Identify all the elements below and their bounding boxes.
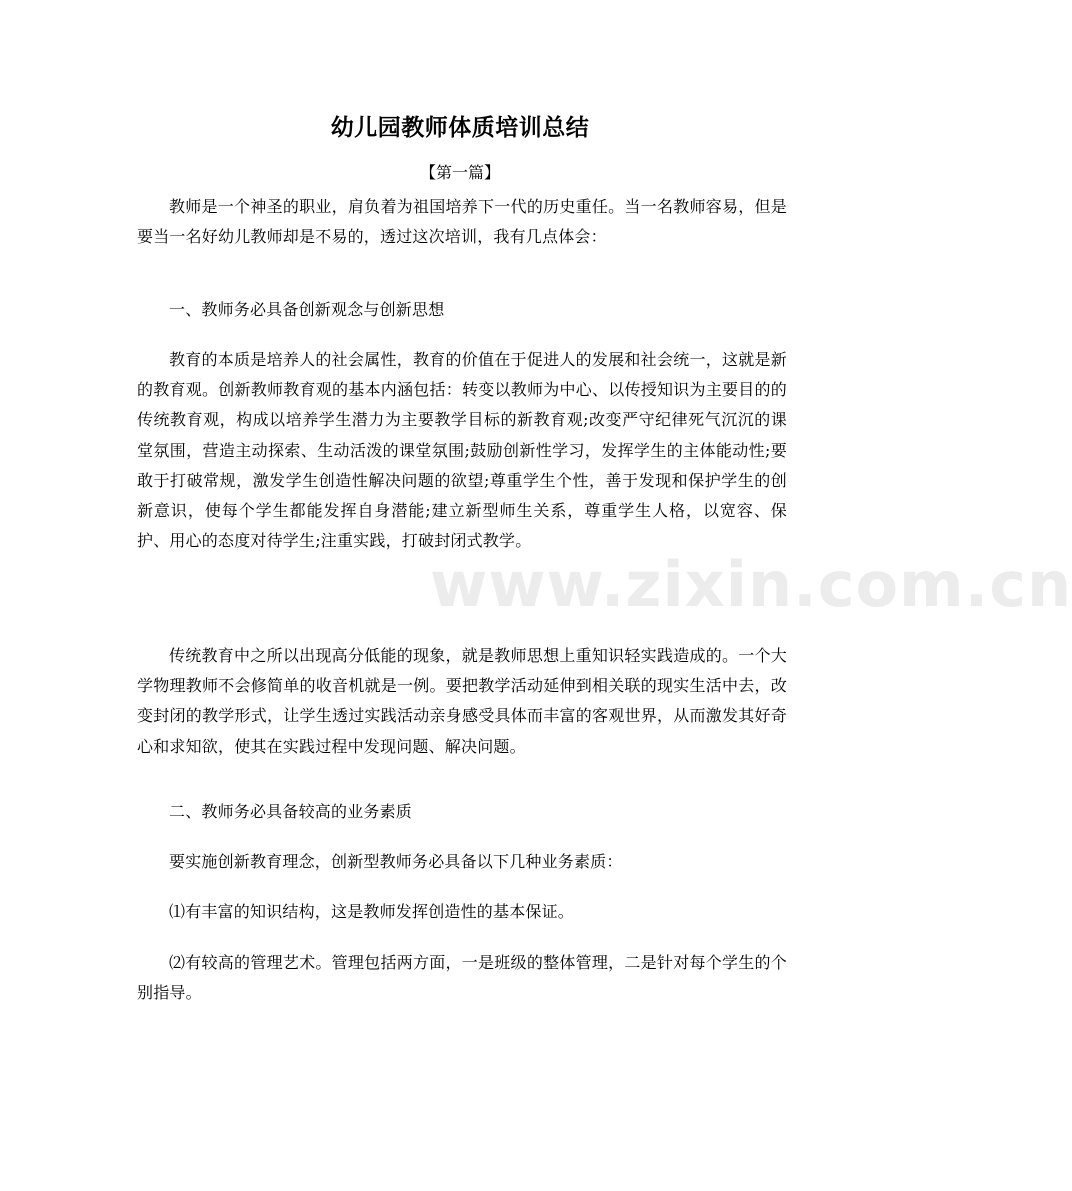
section-heading-1: 一、教师务必具备创新观念与创新思想 (169, 300, 445, 319)
section-label: 【第一篇】 (419, 163, 500, 182)
paragraph-education-concept: 教育的本质是培养人的社会属性，教育的价值在于促进人的发展和社会统一，这就是新的教育观。创新教师教育观的基本内涵包括：转变以教师为中心、以传授知识为主要目的的传统教育观，构成以培养学生潜力为主要教学目标的新教育观;改变严守纪律死气沉沉的课堂氛围，营造主动探索、生动活泼的课堂氛围;鼓励创新性学习，发挥学生的主体能动性;要敢于打破常规，激发学生创造性解决问题的欲望;尊重学生个性，善于发现和保护学生的创新意识，使每个学生都能发挥自身潜能;建立新型师生关系，尊重学生人格，以宽容、保护、用心的态度对待学生;注重实践，打破封闭式教学。 (137, 350, 787, 551)
section-heading-2: 二、教师务必具备较高的业务素质 (169, 802, 413, 821)
paragraph-requirements: 要实施创新教育理念，创新型教师务必具备以下几种业务素质： (169, 852, 623, 871)
list-item-2: ⑵有较高的管理艺术。管理包括两方面，一是班级的整体管理，二是针对每个学生的个别指导。 (137, 953, 787, 1003)
paragraph-intro: 教师是一个神圣的职业，肩负着为祖国培养下一代的历史重任。当一名教师容易，但是要当一名好幼儿教师却是不易的，透过这次培训，我有几点体会： (137, 197, 787, 247)
watermark-text: www.zixin.com.cn (430, 548, 1072, 621)
list-item-1: ⑴有丰富的知识结构，这是教师发挥创造性的基本保证。 (169, 902, 575, 921)
document-title: 幼儿园教师体质培训总结 (330, 114, 590, 141)
paragraph-traditional-education: 传统教育中之所以出现高分低能的现象，就是教师思想上重知识轻实践造成的。一个大学物理教师不会修简单的收音机就是一例。要把教学活动延伸到相关联的现实生活中去，改变封闭的教学形式，让学生透过实践活动亲身感受具体而丰富的客观世界，从而激发其好奇心和求知欲，使其在实践过程中发现问题、解决问题。 (137, 646, 787, 756)
